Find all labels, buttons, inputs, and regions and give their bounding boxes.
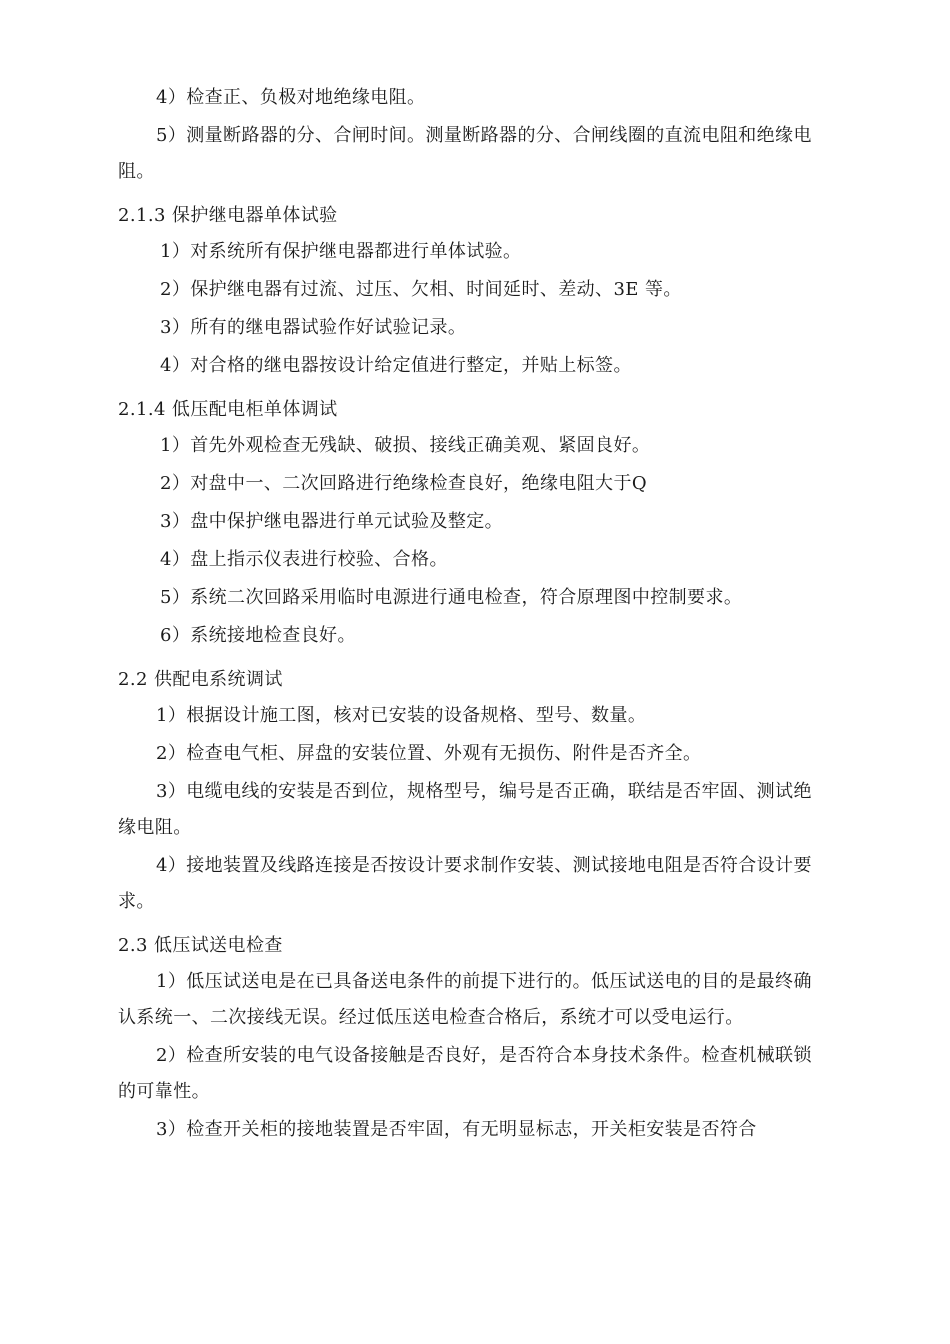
list-item: 2）保护继电器有过流、过压、欠相、时间延时、差动、3E 等。 [160,279,682,300]
list-item: 4）检查正、负极对地绝缘电阻。 [156,87,426,108]
section-heading: 2.3 低压试送电检查 [118,935,283,956]
list-item: 5）测量断路器的分、合闸时间。测量断路器的分、合闸线圈的直流电阻和绝缘电阻。 [118,125,812,182]
list-item: 2）检查所安装的电气设备接触是否良好，是否符合本身技术条件。检查机械联锁的可靠性。 [118,1045,812,1102]
list-item: 2）对盘中一、二次回路进行绝缘检查良好，绝缘电阻大于Q [160,473,648,494]
list-item: 1）首先外观检查无残缺、破损、接线正确美观、紧固良好。 [160,435,651,456]
section-heading: 2.1.3 保护继电器单体试验 [118,205,338,226]
list-item: 3）检查开关柜的接地装置是否牢固，有无明显标志，开关柜安装是否符合 [156,1119,757,1140]
list-item: 5）系统二次回路采用临时电源进行通电检查，符合原理图中控制要求。 [160,587,743,608]
list-item: 1）根据设计施工图，核对已安装的设备规格、型号、数量。 [156,705,647,726]
list-item: 4）接地装置及线路连接是否按设计要求制作安装、测试接地电阻是否符合设计要求。 [118,855,812,912]
list-item: 6）系统接地检查良好。 [160,625,356,646]
list-item: 3）盘中保护继电器进行单元试验及整定。 [160,511,504,532]
section-heading: 2.1.4 低压配电柜单体调试 [118,399,338,420]
list-item: 4）盘上指示仪表进行校验、合格。 [160,549,448,570]
list-item: 4）对合格的继电器按设计给定值进行整定，并贴上标签。 [160,355,632,376]
list-item: 2）检查电气柜、屏盘的安装位置、外观有无损伤、附件是否齐全。 [156,743,702,764]
list-item: 1）低压试送电是在已具备送电条件的前提下进行的。低压试送电的目的是最终确认系统一、二次接线无误。经过低压送电检查合格后，系统才可以受电运行。 [118,971,812,1028]
section-heading: 2.2 供配电系统调试 [118,669,283,690]
document-page [118,80,830,1148]
list-item: 3）电缆电线的安装是否到位，规格型号，编号是否正确，联结是否牢固、测试绝缘电阻。 [118,781,812,838]
list-item: 3）所有的继电器试验作好试验记录。 [160,317,467,338]
list-item: 1）对系统所有保护继电器都进行单体试验。 [160,241,522,262]
